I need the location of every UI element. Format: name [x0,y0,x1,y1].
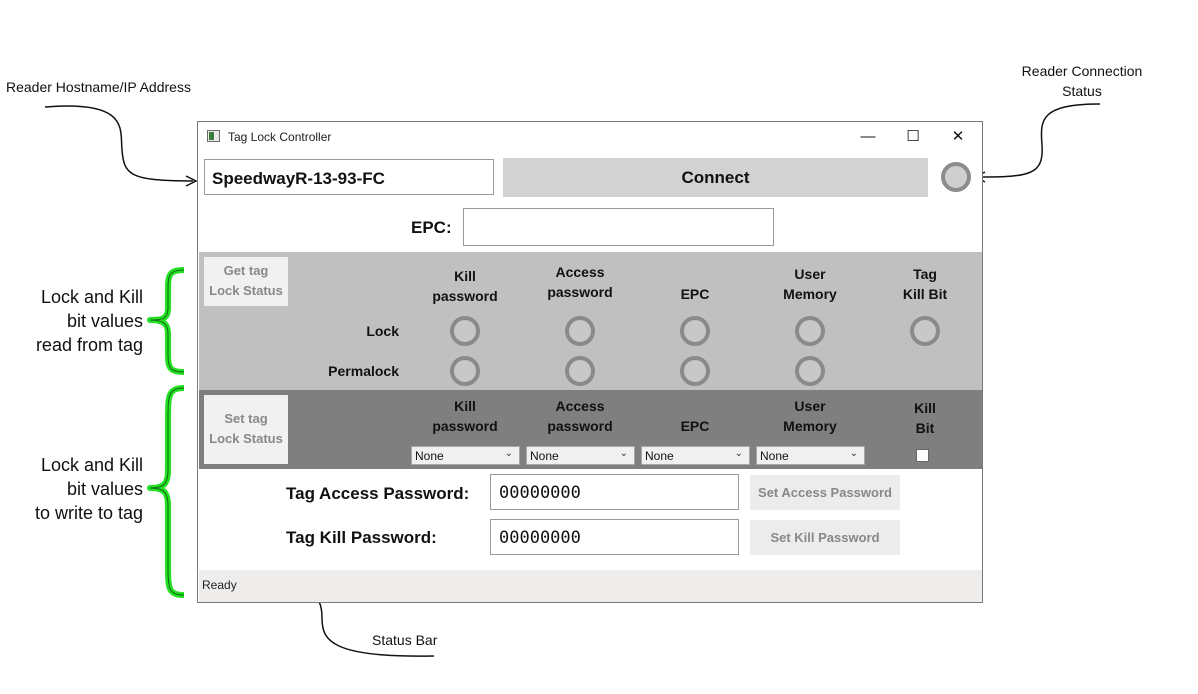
lock-kill-password-indicator [450,316,480,346]
get-tag-lock-status-button[interactable]: Get tag Lock Status [204,257,288,306]
chevron-down-icon: ⌄ [849,448,858,459]
close-button[interactable]: ✕ [951,128,965,145]
lock-status-write-panel [199,390,982,469]
set-tag-lock-status-button[interactable]: Set tag Lock Status [204,395,288,464]
row-label-lock: Lock [366,323,399,339]
lock-status-read-panel [199,252,982,390]
connection-status-arrow [978,104,1100,177]
app-window [197,121,983,603]
chevron-down-icon: ⌄ [619,448,628,459]
write-col-access-password: Access password [547,398,613,434]
read-col-kill-password: Kill password [432,268,498,304]
read-col-user-memory: User Memory [783,266,837,302]
kill-password-lock-select[interactable]: None ⌄ [411,446,520,465]
chevron-down-icon: ⌄ [504,448,513,459]
write-bracket [150,388,184,595]
row-label-permalock: Permalock [328,363,399,379]
hostname-arrow [45,106,193,181]
read-bracket [150,270,184,372]
permalock-user-memory-indicator [795,356,825,386]
lock-write-annotation: Lock and Kill bit values to write to tag [34,455,143,523]
write-col-kill-bit: Kill Bit [914,400,936,436]
epc-field[interactable] [463,208,774,246]
status-text: Ready [202,578,237,592]
app-icon [207,130,220,142]
kill-password-field[interactable]: 00000000 [490,519,739,555]
connect-button[interactable]: Connect [503,158,928,197]
lock-access-password-indicator [565,316,595,346]
status-bar-annotation: Status Bar [372,632,438,648]
title-bar [198,122,982,152]
read-col-tag-kill-bit: Tag Kill Bit [902,266,948,302]
minimize-button[interactable]: — [860,128,876,145]
kill-bit-checkbox[interactable] [916,449,929,462]
set-access-password-button[interactable]: Set Access Password [750,475,900,510]
write-col-user-memory: User Memory [783,398,837,434]
connection-status-indicator [941,162,971,192]
kill-password-label: Tag Kill Password: [286,528,437,547]
epc-lock-select[interactable]: None ⌄ [641,446,750,465]
access-password-lock-select[interactable]: None ⌄ [526,446,635,465]
permalock-access-password-indicator [565,356,595,386]
status-bar [199,570,982,602]
read-col-access-password: Access password [547,264,613,300]
window-title: Tag Lock Controller [228,130,332,144]
epc-label: EPC: [411,218,452,237]
tag-kill-bit-indicator [910,316,940,346]
chevron-down-icon: ⌄ [734,448,743,459]
permalock-epc-indicator [680,356,710,386]
lock-user-memory-indicator [795,316,825,346]
write-col-epc: EPC [680,418,710,434]
hostname-input[interactable]: SpeedwayR-13-93-FC [204,159,494,195]
lock-epc-indicator [680,316,710,346]
set-kill-password-button[interactable]: Set Kill Password [750,520,900,555]
permalock-kill-password-indicator [450,356,480,386]
read-col-epc: EPC [680,286,710,302]
connection-status-annotation: Reader Connection Status [1021,63,1143,99]
access-password-label: Tag Access Password: [286,484,470,503]
access-password-field[interactable]: 00000000 [490,474,739,510]
maximize-button[interactable]: ☐ [906,128,920,145]
lock-read-annotation: Lock and Kill bit values read from tag [35,287,143,355]
hostname-annotation: Reader Hostname/IP Address [6,79,191,95]
user-memory-lock-select[interactable]: None ⌄ [756,446,865,465]
write-col-kill-password: Kill password [432,398,498,434]
